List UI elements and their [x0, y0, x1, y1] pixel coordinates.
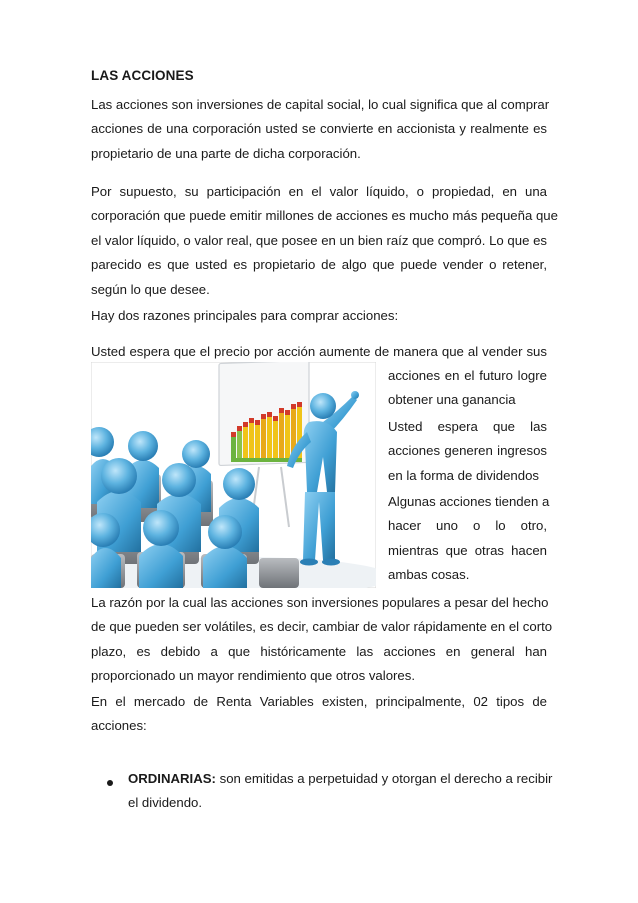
text-line: proporcionado un mayor rendimiento que otros valores. [91, 668, 416, 684]
text-line: acciones en el futuro logre [388, 368, 547, 383]
page-title: LAS ACCIONES [91, 68, 194, 83]
text-line: Las acciones son inversiones de capital social, lo cual significa que al comprar [91, 97, 550, 112]
text-line: en la forma de dividendos [388, 467, 540, 483]
paragraph-2 [91, 180, 558, 302]
paragraph-1 [91, 93, 550, 166]
presentation-figures-icon [91, 362, 376, 588]
bullet-line: son emitidas a perpetuidad y otorgan el derecho a recibir [219, 771, 553, 786]
paragraph-6 [91, 690, 547, 739]
paragraph-4 [91, 340, 547, 364]
text-line: hacer uno o lo otro, [388, 518, 547, 534]
bullet-item-ordinarias [128, 767, 553, 816]
text-line: En el mercado de Renta Variables existen, principalmente, 02 tipos de [91, 694, 547, 709]
bullet-line: el dividendo. [128, 795, 203, 811]
text-line: propietario de una parte de dicha corporación. [91, 145, 361, 161]
reason-2 [388, 415, 547, 488]
reason-3 [388, 490, 550, 588]
text-line: corporación que puede emitir millones de acciones es mucho más pequeña que [91, 208, 558, 224]
text-line: acciones generen ingresos [388, 443, 547, 459]
text-line: el valor líquido, o valor real, que posee en un bien raíz que compró. Lo que es [91, 232, 547, 248]
text-line: Por supuesto, su participación en el valor líquido, o propiedad, en una [91, 184, 547, 199]
text-line: acciones de una corporación usted se convierte en accionista y realmente es [91, 121, 547, 137]
text-line: obtener una ganancia [388, 392, 516, 408]
text-line: Usted espera que el precio por acción aumente de manera que al vender sus [91, 344, 547, 359]
text-line: Usted espera que las [388, 419, 547, 434]
paragraph-3 [91, 304, 547, 328]
text-line: acciones: [91, 718, 147, 734]
text-line: parecido es que usted es propietario de algo que puede vender o retener, [91, 257, 547, 273]
bullet-icon [107, 780, 113, 786]
text-line: ambas cosas. [388, 567, 470, 583]
bullet-term: ORDINARIAS: [128, 771, 216, 786]
reason-1 [388, 364, 547, 413]
text-line: La razón por la cual las acciones son inversiones populares a pesar del hecho [91, 595, 549, 610]
text-line: Algunas acciones tienden a [388, 494, 550, 509]
text-line: mientras que otras hacen [388, 542, 547, 558]
text-line: Hay dos razones principales para comprar acciones: [91, 308, 399, 323]
text-line: según lo que desee. [91, 281, 210, 297]
text-line: de que pueden ser volátiles, es decir, cambiar de valor rápidamente en el corto [91, 619, 553, 635]
paragraph-5 [91, 591, 553, 689]
text-line: plazo, es debido a que históricamente las acciones en general han [91, 643, 547, 659]
